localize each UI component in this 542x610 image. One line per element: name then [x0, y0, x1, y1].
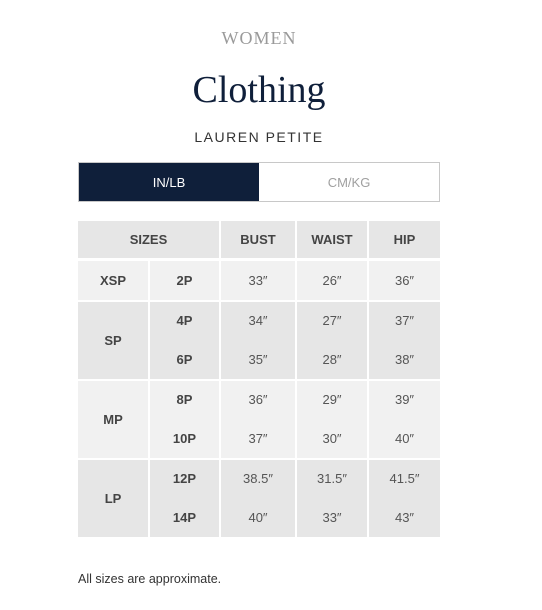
bust-cell: 33″	[248, 272, 268, 288]
group-label: XSP	[99, 272, 126, 288]
size-cell: 12P	[172, 471, 197, 487]
bust-cell: 34″	[248, 313, 268, 329]
bust-cell: 40″	[248, 509, 268, 525]
size-cell: 10P	[172, 430, 197, 446]
unit-option-cm-kg[interactable]: CM/KG	[259, 163, 439, 201]
column-header-hip: HIP	[369, 221, 440, 258]
column-header-bust: BUST	[221, 221, 295, 258]
size-chart-table	[78, 221, 440, 541]
waist-cell: 30″	[322, 430, 342, 446]
size-cell: 4P	[176, 313, 193, 329]
unit-toggle	[78, 162, 440, 202]
hip-cell: 43″	[394, 509, 415, 525]
waist-cell: 28″	[322, 351, 342, 367]
category-label: WOMEN	[221, 28, 297, 48]
waist-cell: 31.5″	[317, 471, 347, 487]
waist-cell: 29″	[322, 392, 342, 408]
bust-cell: 38.5″	[243, 471, 273, 487]
hip-cell: 40″	[394, 430, 415, 446]
page-title: Clothing	[192, 69, 326, 111]
brand-subtitle: LAUREN PETITE	[194, 129, 324, 145]
hip-cell: 39″	[394, 392, 415, 408]
bust-cell: 36″	[248, 392, 268, 408]
column-header-waist: WAIST	[297, 221, 367, 258]
hip-cell: 41.5″	[389, 471, 420, 487]
hip-cell: 37″	[394, 313, 415, 329]
waist-cell: 33″	[322, 509, 342, 525]
group-label: LP	[104, 490, 122, 506]
size-cell: 8P	[176, 392, 193, 408]
size-cell: 2P	[176, 272, 193, 288]
hip-cell: 36″	[394, 272, 415, 288]
group-label: MP	[103, 411, 123, 427]
size-cell: 6P	[176, 351, 193, 367]
waist-cell: 26″	[322, 272, 342, 288]
waist-cell: 27″	[322, 313, 342, 329]
column-header-sizes: SIZES	[78, 221, 219, 258]
hip-cell: 38″	[394, 351, 415, 367]
size-cell: 14P	[172, 509, 197, 525]
group-label: SP	[104, 332, 122, 348]
unit-option-in-lb[interactable]: IN/LB	[79, 163, 259, 201]
bust-cell: 37″	[248, 430, 268, 446]
bust-cell: 35″	[248, 351, 268, 367]
footnote: All sizes are approximate.	[78, 572, 222, 586]
